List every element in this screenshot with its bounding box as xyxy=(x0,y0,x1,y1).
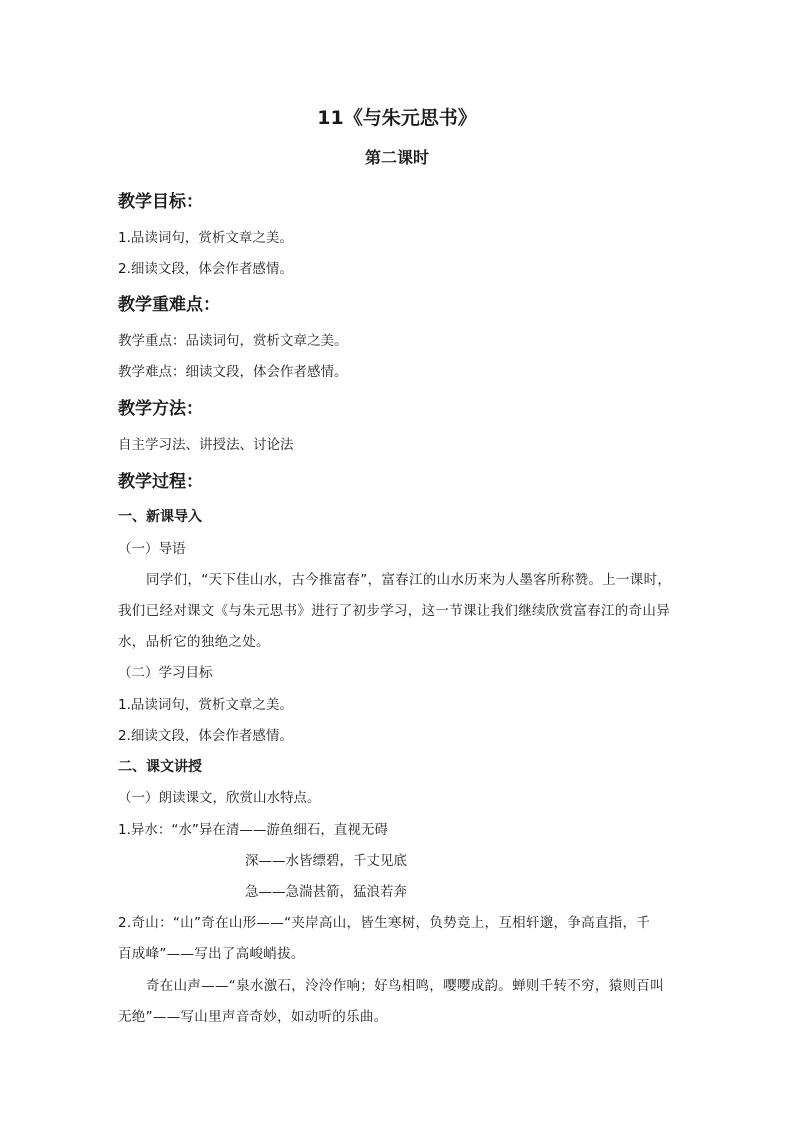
water-line-2: 深——水皆缥碧，千丈见底 xyxy=(245,853,407,869)
document-subtitle: 第二课时 xyxy=(364,148,429,167)
goal2-item-2: 2.细读文段，体会作者感情。 xyxy=(118,728,293,744)
mountain-line-2a: 奇在山声——“泉水激石，泠泠作响；好鸟相鸣，嘤嘤成韵。蝉则千转不穷，猿则百叫 xyxy=(146,978,664,994)
mountain-line-1b: 百成峰”——写出了高峻峭拔。 xyxy=(118,946,305,962)
heading-key-points: 教学重难点： xyxy=(118,295,220,315)
mountain-line-1a: 2.奇山：“山”奇在山形——“夹岸高山，皆生寒树，负势竞上，互相轩邈，争高直指，千 xyxy=(118,915,651,931)
mountain-line-2b: 无绝”——写山里声音奇妙，如动听的乐曲。 xyxy=(118,1009,388,1025)
document-title: 11《与朱元思书》 xyxy=(317,107,477,129)
part1-sub2: （二）学习目标 xyxy=(118,665,213,681)
part1-heading: 一、新课导入 xyxy=(118,509,202,525)
intro-line-2: 我们已经对课文《与朱元思书》进行了初步学习，这一节课让我们继续欣赏富春江的奇山异 xyxy=(118,603,670,619)
intro-line-1: 同学们，“天下佳山水，古今推富春”，富春江的山水历来为人墨客所称赞。上一课时， xyxy=(146,572,672,588)
part1-sub1: （一）导语 xyxy=(118,541,186,557)
key-point: 教学重点：品读词句，赏析文章之美。 xyxy=(118,333,348,349)
difficult-point: 教学难点：细读文段，体会作者感情。 xyxy=(118,364,348,380)
part2-sub1: （一）朗读课文，欣赏山水特点。 xyxy=(118,790,321,806)
goal-item-2: 2.细读文段，体会作者感情。 xyxy=(118,261,293,277)
intro-line-3: 水，品析它的独绝之处。 xyxy=(118,634,270,650)
part2-heading: 二、课文讲授 xyxy=(118,759,202,775)
water-line-3: 急——急湍甚箭，猛浪若奔 xyxy=(245,884,407,900)
goal-item-1: 1.品读词句，赏析文章之美。 xyxy=(118,230,293,246)
heading-methods: 教学方法： xyxy=(118,399,203,419)
water-line-1: 1.异水：“水”异在清——游鱼细石，直视无碍 xyxy=(118,822,388,838)
goal2-item-1: 1.品读词句，赏析文章之美。 xyxy=(118,697,293,713)
heading-goals: 教学目标： xyxy=(118,192,203,212)
heading-process: 教学过程： xyxy=(118,472,203,492)
methods-text: 自主学习法、讲授法、讨论法 xyxy=(118,437,294,453)
